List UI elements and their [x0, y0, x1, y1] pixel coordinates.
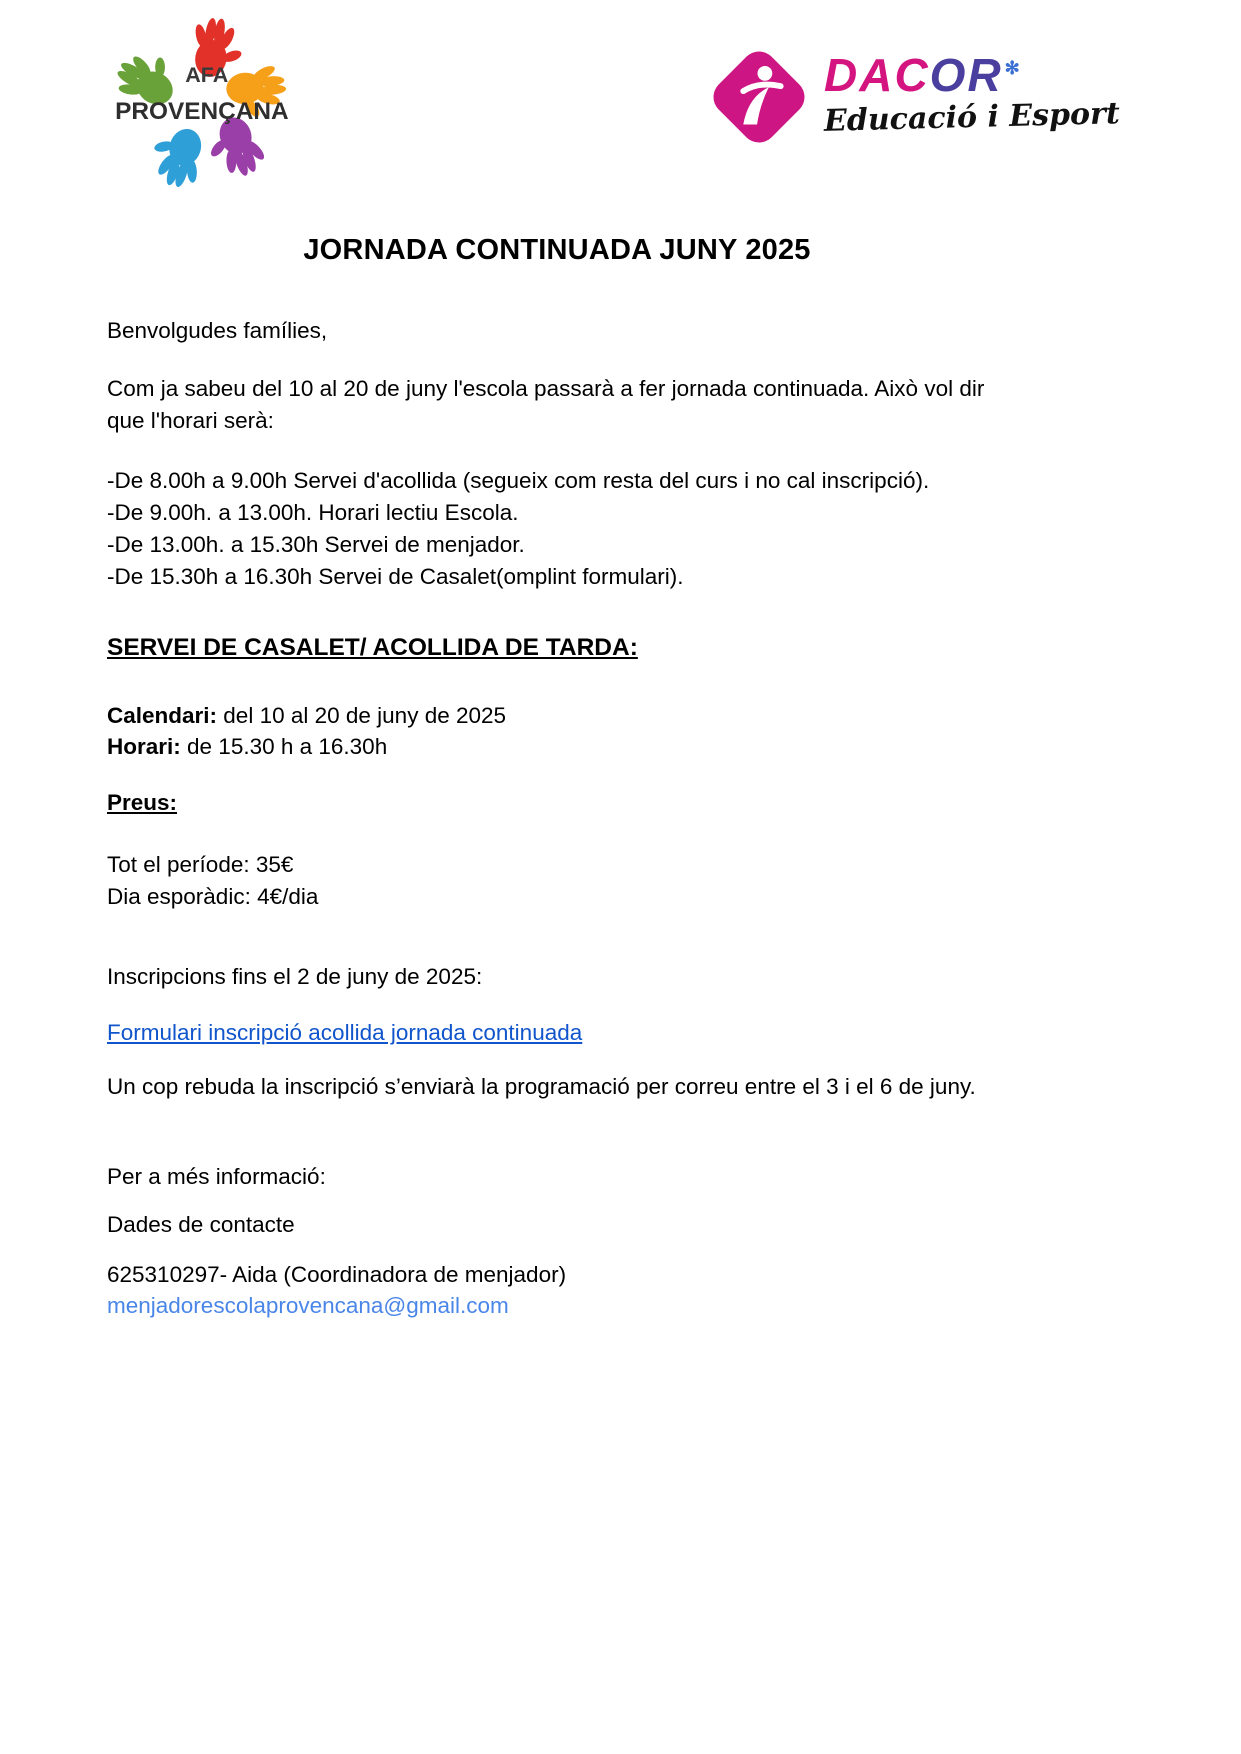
schedule-item: -De 13.00h. a 15.30h Servei de menjador. — [107, 531, 525, 557]
price-total: Tot el període: 35€ — [107, 852, 294, 878]
schedule-item: -De 8.00h a 9.00h Servei d'acollida (segueix com resta del curs i no cal inscripció). — [107, 467, 930, 493]
inscription-deadline: Inscripcions fins el 2 de juny de 2025: — [107, 964, 483, 990]
dacor-tagline: Educació i Esport — [823, 95, 1121, 139]
schedule-list — [107, 465, 1007, 593]
contact-email-row — [107, 1290, 1007, 1321]
calendari-row — [107, 700, 1007, 732]
afa-logo-line1: AFA — [185, 63, 229, 88]
section-heading-casalet: SERVEI DE CASALET/ ACOLLIDA DE TARDA: — [107, 633, 638, 661]
contact-phone: 625310297- Aida (Coordinadora de menjador) — [107, 1261, 567, 1287]
contact-email-link[interactable]: menjadorescolaprovencana@gmail.com — [107, 1292, 509, 1318]
horari-label: Horari: — [107, 734, 181, 760]
schedule-item: -De 9.00h. a 13.00h. Horari lectiu Escola. — [107, 499, 519, 525]
afa-provencana-logo — [92, 4, 302, 209]
inscription-form-link[interactable]: Formulari inscripció acollida jornada continuada — [107, 1020, 583, 1046]
afa-logo-line2: PROVENÇANA — [115, 98, 289, 126]
horari-row — [107, 731, 1007, 763]
calendari-label: Calendari: — [107, 702, 218, 728]
dacor-name — [824, 48, 1120, 101]
prices — [107, 849, 1007, 913]
preus-heading: Preus: — [107, 790, 178, 816]
document-content — [107, 230, 1007, 1321]
horari-value: de 15.30 h a 16.30h — [187, 734, 388, 760]
greeting: Benvolgudes famílies, — [107, 318, 328, 344]
page-title: JORNADA CONTINUADA JUNY 2025 — [303, 234, 811, 266]
contact-heading: Dades de contacte — [107, 1211, 295, 1237]
calendar-info — [107, 700, 1007, 764]
dacor-diamond-icon — [700, 38, 818, 156]
form-link-paragraph — [107, 1017, 1007, 1049]
dacor-logo — [700, 38, 1120, 156]
more-info-label: Per a més informació: — [107, 1164, 326, 1190]
contact-block — [107, 1259, 1007, 1321]
dacor-name-part1: DAC — [824, 48, 930, 101]
afa-handprints-icon — [92, 4, 302, 209]
header — [0, 0, 1241, 212]
schedule-item: -De 15.30h a 16.30h Servei de Casalet(omplint formulari). — [107, 563, 684, 589]
calendari-value: del 10 al 20 de juny de 2025 — [223, 702, 507, 728]
intro-paragraph: Com ja sabeu del 10 al 20 de juny l'escola passarà a fer jornada continuada. Això vol dir que l'horari serà: — [107, 376, 985, 434]
confirmation-note: Un cop rebuda la inscripció s’enviarà la programació per correu entre el 3 i el 6 de juny. — [107, 1074, 976, 1100]
price-sporadic: Dia esporàdic: 4€/dia — [107, 884, 319, 910]
dacor-wordmark — [823, 48, 1121, 139]
registered-mark-icon: ✻ — [1004, 58, 1022, 79]
dacor-name-part2: OR — [929, 48, 1003, 101]
